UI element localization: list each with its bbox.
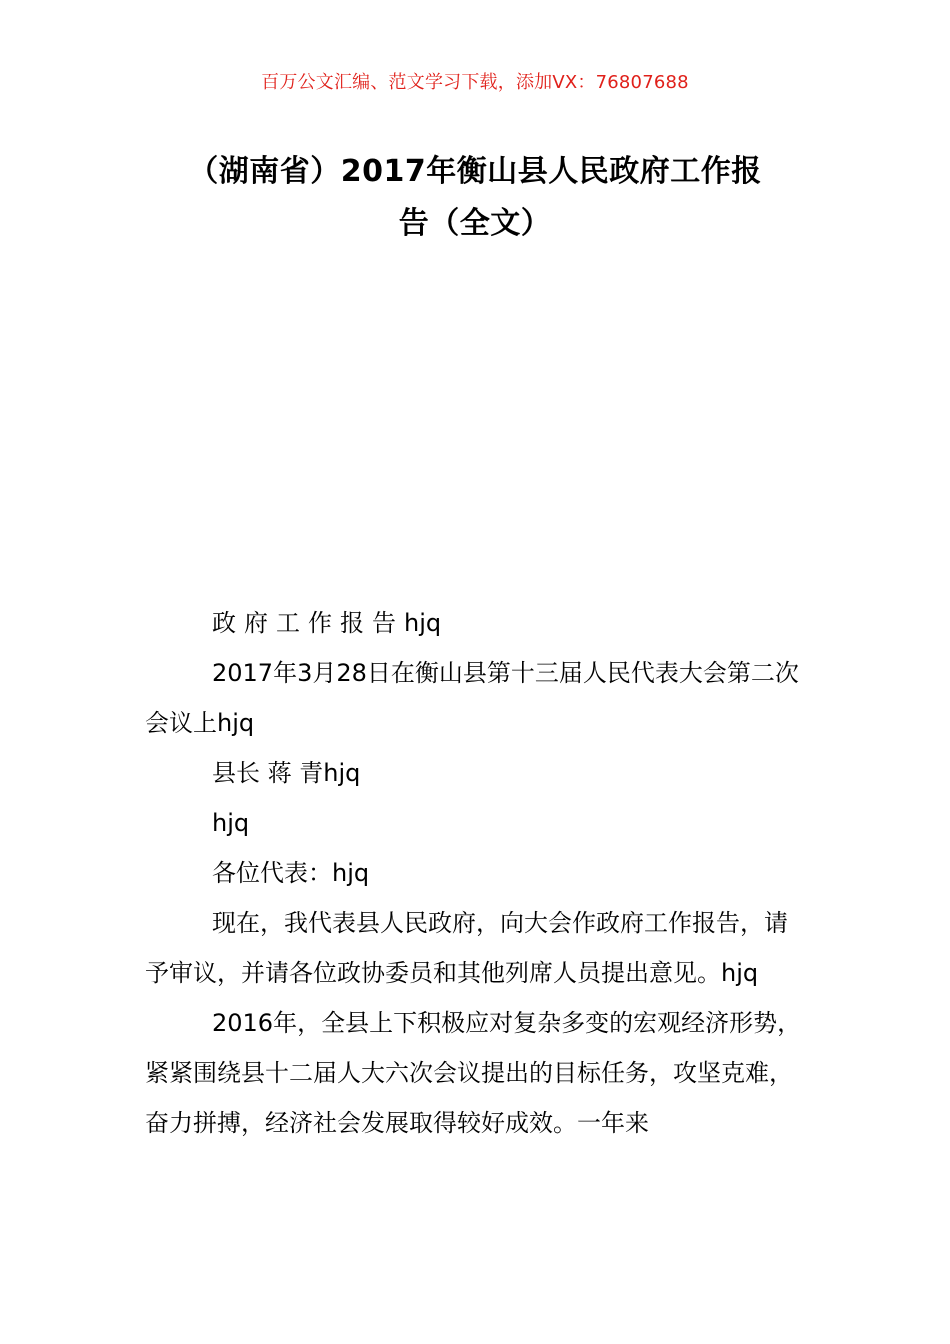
- speaker-text: 县长 蒋 青: [212, 759, 324, 787]
- paragraph-salutation: 各位代表：hjq: [212, 859, 370, 887]
- title-line-2: 告（全文）: [398, 206, 552, 241]
- report-heading-tail: hjq: [404, 609, 442, 637]
- paragraph-meeting-info: 2017年3月28日在衡山县第十三届人民代表大会第二次会议上hjq: [145, 659, 799, 737]
- report-heading-text: 政府工作报告: [212, 609, 404, 637]
- speaker-tail: hjq: [323, 759, 361, 787]
- paragraph-marker: hjq: [212, 809, 250, 837]
- title-line-1: （湖南省）2017年衡山县人民政府工作报: [188, 154, 762, 189]
- paragraph-review-2016: 2016年，全县上下积极应对复杂多变的宏观经济形势，紧紧围绕县十二届人大六次会议提出的目标任务，攻坚克难，奋力拼搏，经济社会发展取得较好成效。一年来: [145, 1009, 802, 1137]
- header-watermark-note: 百万公文汇编、范文学习下载，添加VX：76807688: [261, 72, 689, 93]
- paragraph-intro: 现在，我代表县人民政府，向大会作政府工作报告，请予审议，并请各位政协委员和其他列席人员提出意见。hjq: [145, 909, 788, 987]
- paragraph-report-heading: [145, 598, 810, 648]
- document-title: [140, 146, 810, 250]
- paragraph-speaker: [145, 748, 810, 798]
- document-body: [145, 598, 810, 1148]
